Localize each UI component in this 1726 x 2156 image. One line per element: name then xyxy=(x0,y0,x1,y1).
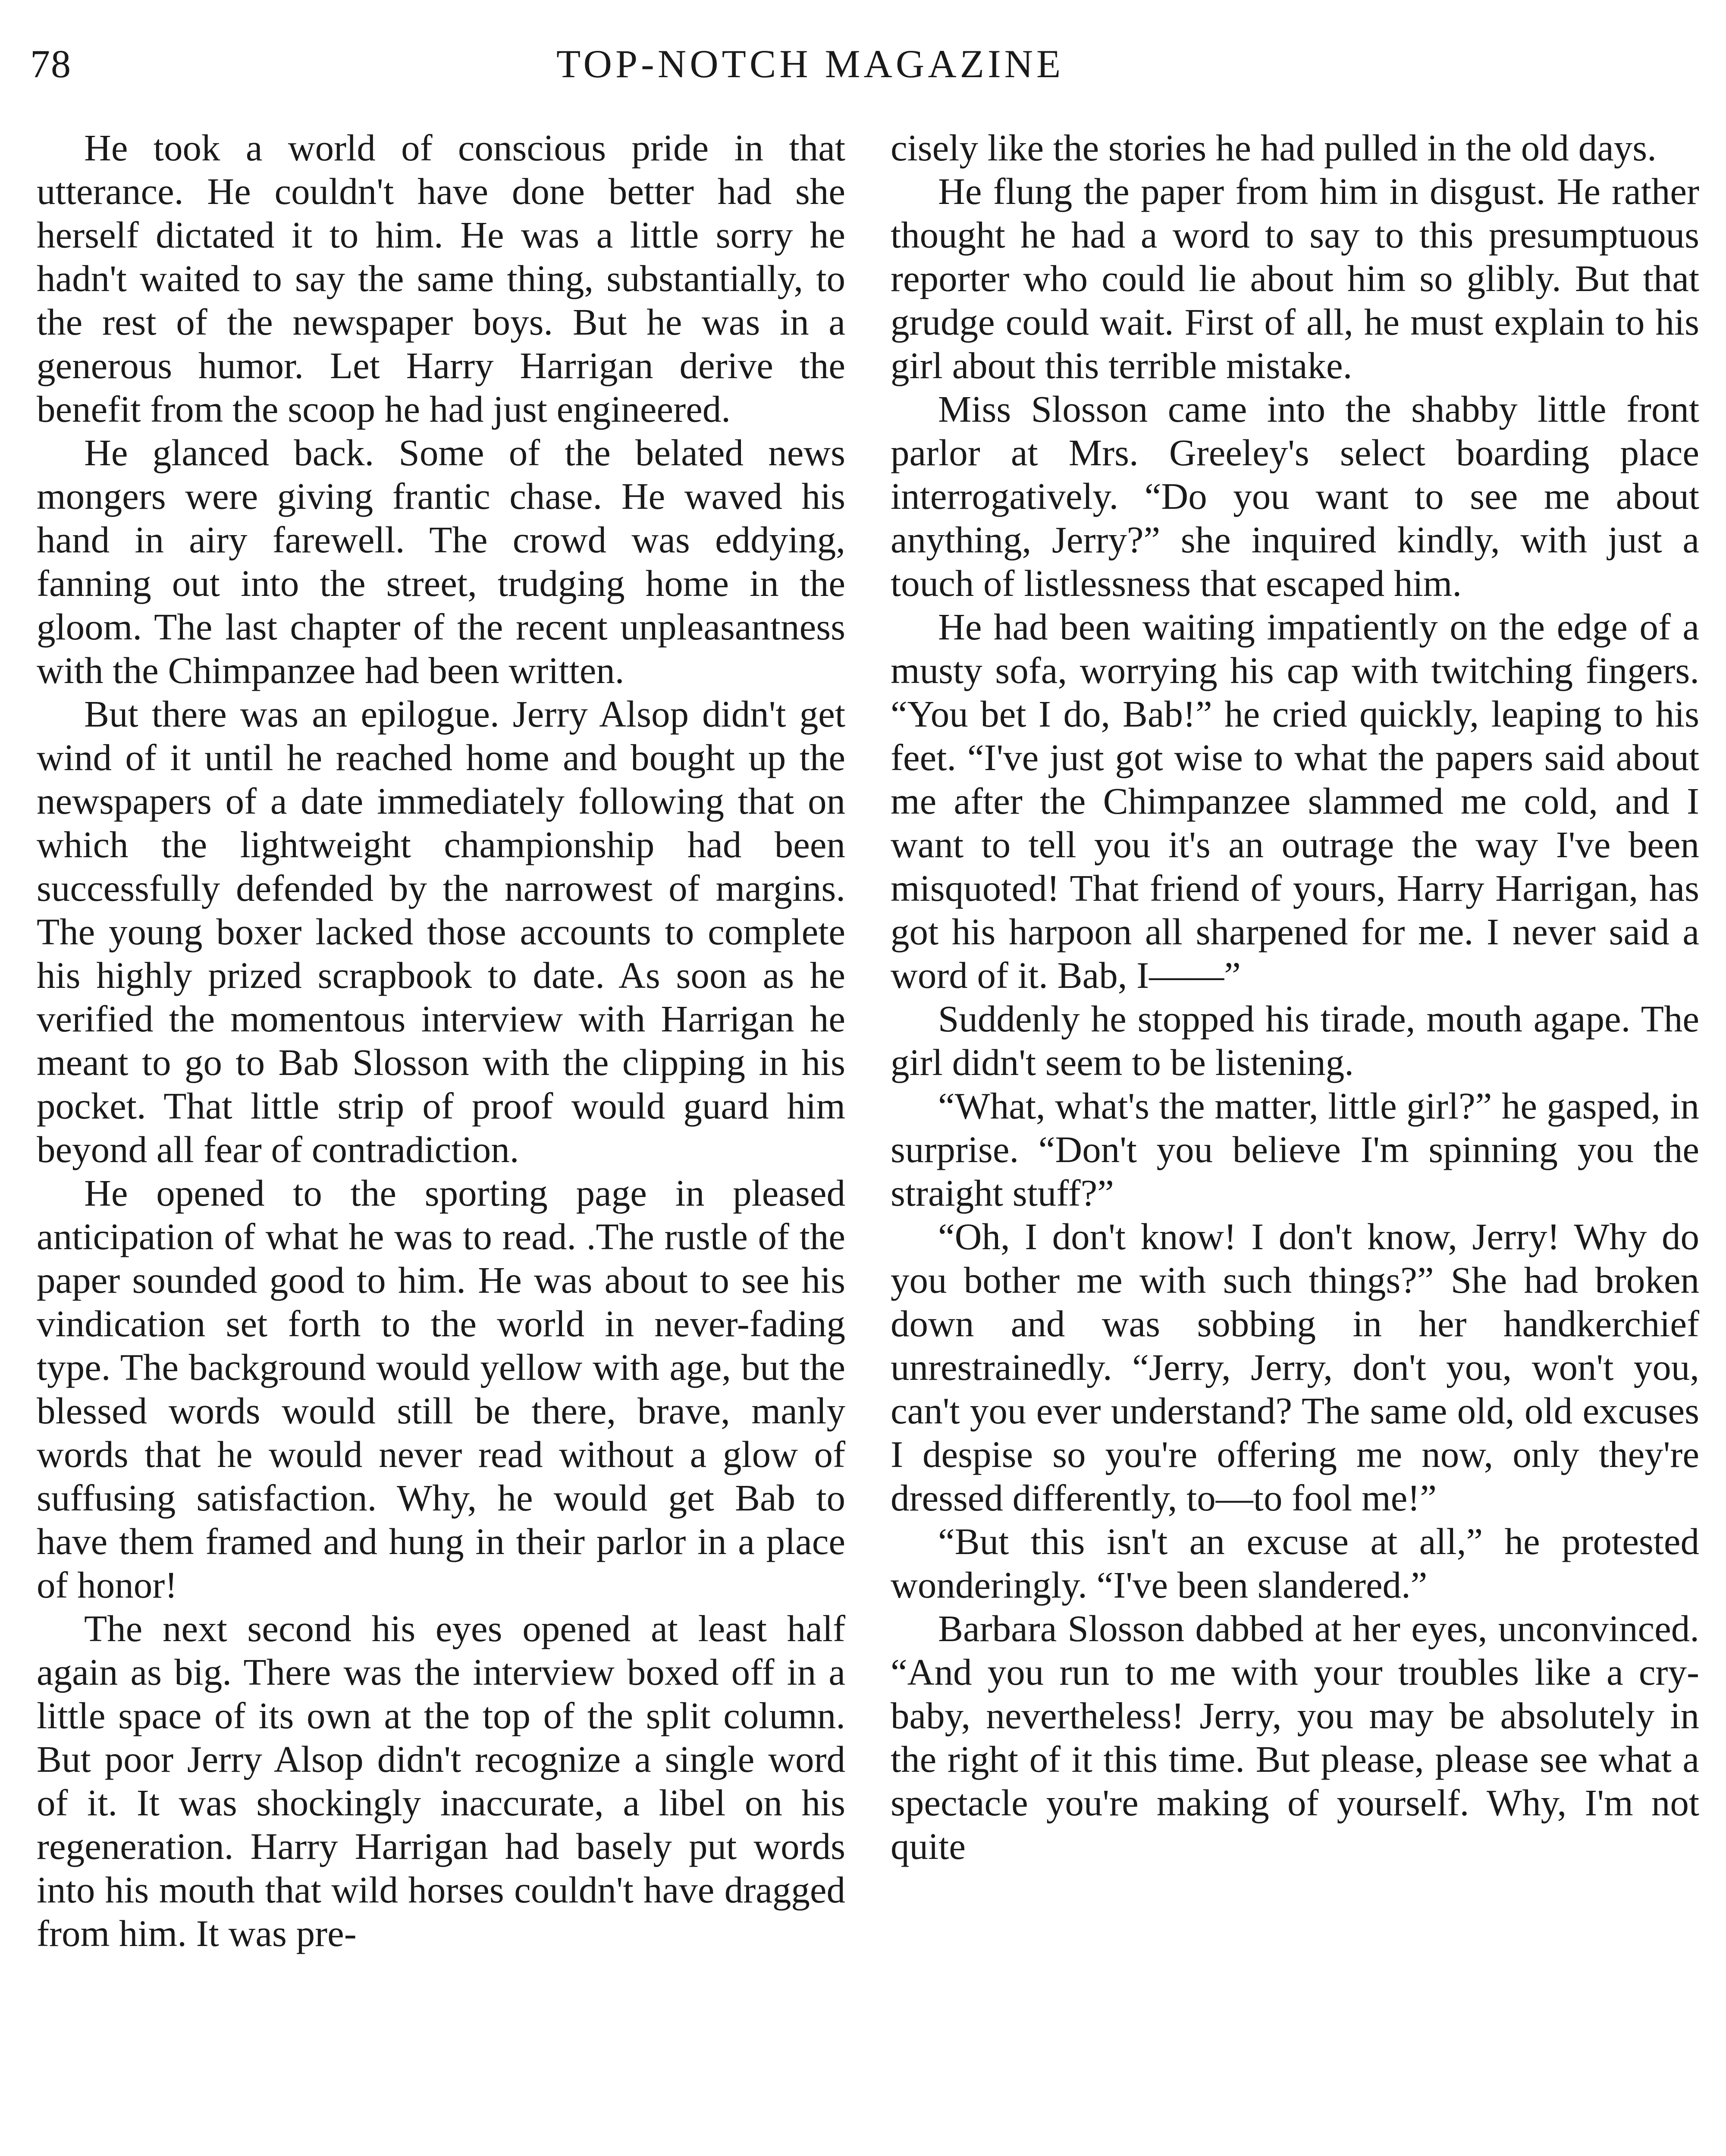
paragraph: Miss Slosson came into the shabby little front parlor at Mrs. Greeley's select boarding place interrogatively. “Do you want to see me about anything, Jerry?” she inquired kindly, with just a touch of listlessness that escaped him. xyxy=(891,388,1699,604)
paragraph: Barbara Slosson dabbed at her eyes, unconvinced. “And you run to me with your troubles like a cry-baby, nevertheless! Jerry, you may be absolutely in the right of it this time. But please, please see what a spectacle you're making of yourself. Why, I'm not quite xyxy=(891,1608,1699,1867)
running-head: TOP-NOTCH MAGAZINE xyxy=(556,42,1064,86)
paragraph: He took a world of conscious pride in that utterance. He couldn't have done better had she herself dictated it to him. He was a little sorry he hadn't waited to say the same thing, substantially, to the rest of the newspaper boys. But he was in a generous humor. Let Harry Harrigan derive the benefit from the scoop he had just engineered. xyxy=(37,127,845,430)
paragraph: He opened to the sporting page in pleased anticipation of what he was to read. .The rustle of the paper sounded good to him. He was about to see his vindication set forth to the world in never-fading type. The background would yellow with age, but the blessed words would still be there, brave, manly words that he would never read without a glow of suffusing satisfaction. Why, he would get Bab to have them framed and hung in their parlor in a place of honor! xyxy=(37,1172,845,1606)
paragraph: “What, what's the matter, little girl?” he gasped, in surprise. “Don't you believe I'm spinning you the straight stuff?” xyxy=(891,1085,1699,1214)
continued-paragraph: cisely like the stories he had pulled in the old days. xyxy=(891,127,1657,169)
paragraph: “But this isn't an excuse at all,” he protested wonderingly. “I've been slandered.” xyxy=(891,1520,1699,1606)
paragraph: He flung the paper from him in disgust. He rather thought he had a word to say to this presumptuous reporter who could lie about him so glibly. But that grudge could wait. First of all, he must explain to his girl about this terrible mistake. xyxy=(891,170,1699,386)
left-column xyxy=(37,126,845,1955)
page-header xyxy=(0,41,1726,101)
paragraph: He glanced back. Some of the belated news mongers were giving frantic chase. He waved his hand in airy farewell. The crowd was eddying, fanning out into the street, trudging home in the gloom. The last chapter of the recent unpleasantness with the Chimpanzee had been written. xyxy=(37,432,845,691)
paragraph: The next second his eyes opened at least half again as big. There was the interview boxed off in a little space of its own at the top of the split column. But poor Jerry Alsop didn't recognize a single word of it. It was shockingly inaccurate, a libel on his regeneration. Harry Harrigan had basely put words into his mouth that wild horses couldn't have dragged from him. It was pre- xyxy=(37,1608,845,1954)
page-number: 78 xyxy=(30,42,72,86)
right-column xyxy=(891,126,1699,1868)
paragraph: But there was an epilogue. Jerry Alsop didn't get wind of it until he reached home and bought up the newspapers of a date immediately following that on which the lightweight championship had been successfully defended by the narrowest of margins. The young boxer lacked those accounts to complete his highly prized scrapbook to date. As soon as he verified the momentous interview with Harrigan he meant to go to Bab Slosson with the clipping in his pocket. That little strip of proof would guard him beyond all fear of contradiction. xyxy=(37,693,845,1170)
paragraph: He had been waiting impatiently on the edge of a musty sofa, worrying his cap with twitching fingers. “You bet I do, Bab!” he cried quickly, leaping to his feet. “I've just got wise to what the papers said about me after the Chimpanzee slammed me cold, and I want to tell you it's an outrage the way I've been misquoted! That friend of yours, Harry Harrigan, has got his harpoon all sharpened for me. I never said a word of it. Bab, I——” xyxy=(891,606,1699,996)
paragraph: “Oh, I don't know! I don't know, Jerry! Why do you bother me with such things?” She had broken down and was sobbing in her handkerchief unrestrainedly. “Jerry, Jerry, don't you, won't you, can't you ever understand? The same old, old excuses I despise so you're offering me now, only they're dressed differently, to—to fool me!” xyxy=(891,1216,1699,1519)
paragraph: Suddenly he stopped his tirade, mouth agape. The girl didn't seem to be listening. xyxy=(891,998,1699,1083)
